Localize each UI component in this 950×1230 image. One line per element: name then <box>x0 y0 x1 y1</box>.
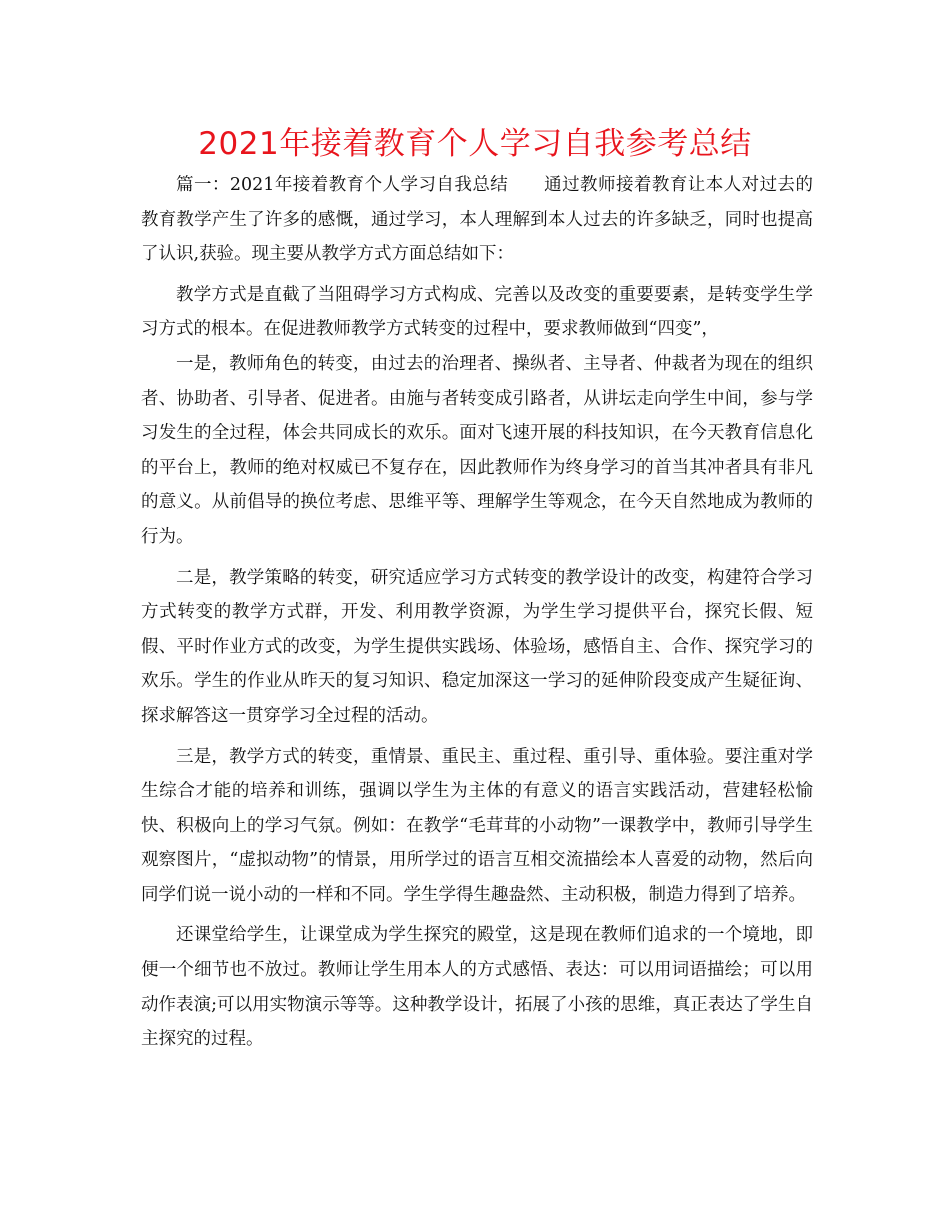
paragraph-teaching-method: 教学方式是直截了当阻碍学习方式构成、完善以及改变的重要要素，是转变学生学习方式的根本。在促进教师教学方式转变的过程中，要求教师做到“四变”， <box>141 284 813 340</box>
paragraph-intro: 篇一：2021年接着教育个人学习自我总结 通过教师接着教育让本人对过去的教育教学产生了许多的感慨，通过学习，本人理解到本人过去的许多缺乏，同时也提高了认识,获验。现主要从教学方式方面总结如下： <box>141 175 813 265</box>
document-title: 2021年接着教育个人学习自我参考总结 <box>198 126 752 162</box>
document-body <box>141 168 813 1063</box>
paragraph-role-change: 一是，教师角色的转变，由过去的治理者、操纵者、主导者、仲裁者为现在的组织者、协助者、引导者、促进者。由施与者转变成引路者，从讲坛走向学生中间，参与学习发生的全过程，体会共同成长的欢乐。面对飞速开展的科技知识，在今天教育信息化的平台上，教师的绝对权威已不复存在，因此教师作为终身学习的首当其冲者具有非凡的意义。从前倡导的换位考虑、思维平等、理解学生等观念，在今天自然地成为教师的行为。 <box>141 353 813 547</box>
paragraph-strategy-change: 二是，教学策略的转变，研究适应学习方式转变的教学设计的改变，构建符合学习方式转变的教学方式群，开发、利用教学资源，为学生学习提供平台，探究长假、短假、平时作业方式的改变，为学生提供实践场、体验场，感悟自主、合作、探究学习的欢乐。学生的作业从昨天的复习知识、稳定加深这一学习的延伸阶段变成产生疑征询、探求解答这一贯穿学习全过程的活动。 <box>141 567 813 726</box>
paragraph-method-change: 三是，教学方式的转变，重情景、重民主、重过程、重引导、重体验。要注重对学生综合才能的培养和训练，强调以学生为主体的有意义的语言实践活动，营建轻松愉快、积极向上的学习气氛。例如：在教学“毛茸茸的小动物”一课教学中，教师引导学生观察图片，“虚拟动物”的情景，用所学过的语言互相交流描绘本人喜爱的动物，然后向同学们说一说小动的一样和不同。学生学得生趣盎然、主动积极，制造力得到了培养。 <box>141 746 813 905</box>
paragraph-classroom: 还课堂给学生，让课堂成为学生探究的殿堂，这是现在教师们追求的一个境地，即便一个细节也不放过。教师让学生用本人的方式感悟、表达：可以用词语描绘；可以用动作表演;可以用实物演示等等。这种教学设计，拓展了小孩的思维，真正表达了学生自主探究的过程。 <box>141 925 813 1050</box>
